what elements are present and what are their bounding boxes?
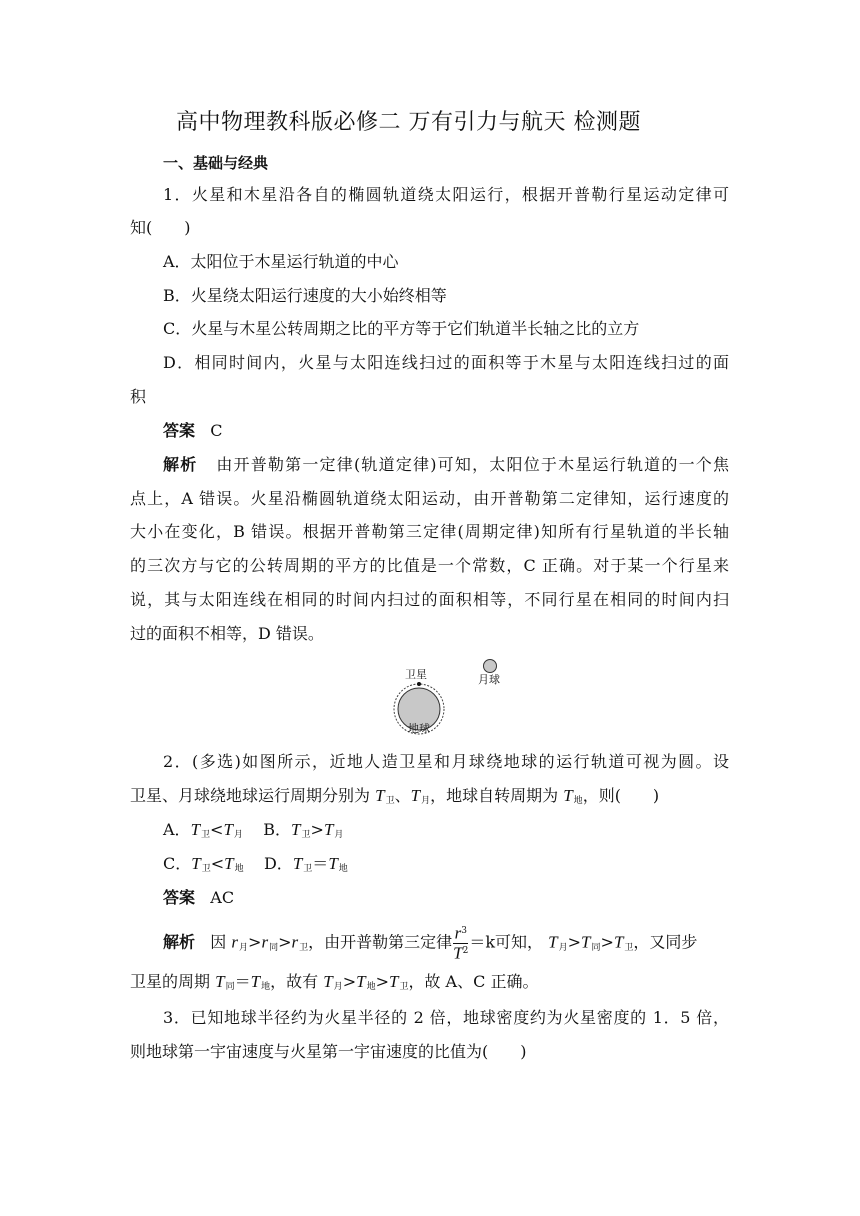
var-r: r [291, 932, 299, 952]
q2-stem-text-b: ，地球自转周期为 [430, 786, 559, 805]
greater-than: > [600, 932, 614, 952]
q1-analysis-line6: 过的面积不相等，D 错误。 [130, 624, 324, 643]
var-r: r [231, 932, 239, 952]
section-heading: 一、基础与经典 [163, 154, 269, 172]
var-r: r [454, 923, 462, 943]
q2-stem-text-a: 卫星、月球绕地球运行周期分别为 [130, 786, 371, 805]
greater-than: > [342, 972, 357, 991]
var-T: T [323, 820, 334, 839]
analysis-text: 因 [210, 932, 227, 952]
orbit-diagram [384, 658, 514, 738]
sub-tong: 同 [591, 942, 601, 953]
less-than: < [210, 854, 225, 873]
answer-label: 答案 [163, 888, 196, 907]
q1-stem-line2: 知( ) [130, 218, 191, 237]
q1-option-c: C．火星与木星公转周期之比的平方等于它们轨道半长轴之比的立方 [163, 319, 640, 338]
var-T: T [410, 786, 421, 805]
sub-yue: 月 [558, 942, 568, 953]
sub-wei: 卫 [299, 942, 309, 953]
option-d-prefix: D． [263, 854, 293, 873]
var-T: T [563, 786, 573, 805]
var-T: T [581, 932, 591, 952]
q1-option-d-line2: 积 [130, 387, 147, 406]
var-T: T [388, 972, 399, 991]
sub-wei: 卫 [303, 864, 313, 874]
greater-than: > [567, 932, 582, 952]
q2-analysis-line2 [130, 972, 538, 997]
analysis-text: ，故 A、C 正确。 [408, 972, 539, 991]
q1-analysis-line5: 说，其与太阳连线在相同的时间内扫过的面积相等，不同行星在相同的时间内扫 [130, 590, 729, 609]
var-T: T [291, 820, 301, 839]
var-T: T [548, 932, 558, 952]
greater-than: > [310, 820, 324, 839]
sub-wei: 卫 [301, 830, 311, 840]
option-c-prefix: C． [163, 854, 192, 873]
option-b-prefix: B． [263, 820, 292, 839]
var-T: T [292, 854, 303, 873]
q2-stem-line2 [130, 786, 659, 811]
analysis-text: 可知， [495, 932, 544, 952]
satellite-dot [417, 682, 421, 686]
q3-stem-line2: 则地球第一宇宙速度与火星第一宇宙速度的比值为( ) [130, 1042, 527, 1061]
q1-option-d-line1: D．相同时间内，火星与太阳连线扫过的面积等于木星与太阳连线扫过的面 [163, 353, 729, 372]
sub-di: 地 [573, 796, 583, 806]
q1-option-b: B．火星绕太阳运行速度的大小始终相等 [163, 286, 447, 305]
var-r: r [261, 932, 269, 952]
sub-tong: 同 [225, 982, 235, 992]
q1-answer [163, 421, 223, 441]
q2-stem-line1: 2．(多选)如图所示，近地人造卫星和月球绕地球的运行轨道可视为圆。设 [163, 752, 729, 771]
q2-answer [163, 888, 234, 908]
equals: ＝ [312, 854, 329, 873]
sub-tong: 同 [269, 942, 279, 953]
q1-analysis-line3: 大小在变化，B 错误。根据开普勒第三定律(周期定律)知所有行星轨道的半长轴 [130, 522, 729, 541]
sub-wei: 卫 [385, 796, 395, 806]
analysis-label: 解析 [163, 932, 196, 952]
var-T: T [453, 943, 463, 963]
var-T: T [375, 786, 385, 805]
page-title: 高中物理教科版必修二 万有引力与航天 检测题 [176, 110, 641, 135]
q2-options-cd [163, 854, 348, 879]
analysis-text: 卫星的周期 [130, 972, 211, 991]
sub-yue: 月 [333, 982, 343, 992]
q2-analysis-line1 [163, 924, 697, 962]
sub-wei: 卫 [624, 942, 634, 953]
var-T: T [190, 820, 201, 839]
greater-than: > [248, 932, 262, 952]
greater-than: > [375, 972, 389, 991]
var-T: T [215, 972, 225, 991]
moon-label: 月球 [478, 673, 500, 686]
q1-analysis-line2: 点上，A 错误。火星沿椭圆轨道绕太阳运动，由开普勒第二定律知，运行速度的 [130, 489, 729, 508]
equals: ＝ [234, 972, 251, 991]
var-T: T [328, 854, 338, 873]
exp-2: 2 [462, 945, 469, 956]
q3-stem-line1: 3．已知地球半径约为火星半径的 2 倍，地球密度约为火星密度的 1．5 倍， [163, 1008, 729, 1027]
answer-value: AC [210, 888, 235, 907]
satellite-label: 卫星 [405, 668, 427, 681]
var-T: T [223, 820, 233, 839]
comma: 、 [394, 786, 411, 805]
q1-option-a: A．太阳位于木星运行轨道的中心 [163, 252, 399, 271]
var-T: T [323, 972, 333, 991]
analysis-text: 由开普勒第一定律(轨道定律)可知，太阳位于木星运行轨道的一个焦 [216, 455, 729, 474]
sub-di: 地 [234, 864, 244, 874]
analysis-text: ，由开普勒第三定律 [308, 932, 453, 952]
sub-yue: 月 [334, 830, 344, 840]
q2-stem-text-c: ，则( ) [582, 786, 660, 805]
var-T: T [224, 854, 234, 873]
answer-value: C [210, 421, 223, 440]
q2-options-ab [163, 820, 343, 845]
earth-label: 地球 [408, 722, 430, 735]
equals-k: ＝k [469, 932, 496, 952]
sub-di: 地 [366, 982, 376, 992]
var-T: T [191, 854, 201, 873]
q1-analysis-line1 [163, 455, 729, 475]
sub-yue: 月 [233, 830, 243, 840]
fraction-r3-over-t2 [453, 924, 468, 962]
orbit-figure [384, 658, 514, 738]
greater-than: > [278, 932, 292, 952]
var-T: T [613, 932, 624, 952]
option-a-prefix: A． [163, 820, 191, 839]
sub-di: 地 [338, 864, 348, 874]
var-T: T [356, 972, 366, 991]
sub-wei: 卫 [201, 830, 211, 840]
var-T: T [250, 972, 261, 991]
analysis-text: ，又同步 [633, 932, 698, 952]
sub-wei: 卫 [201, 864, 211, 874]
q1-analysis-line4: 的三次方与它的公转周期的平方的比值是一个常数，C 正确。对于某一个行星来 [130, 556, 729, 575]
q1-stem-line1: 1．火星和木星沿各自的椭圆轨道绕太阳运行，根据开普勒行星运动定律可 [163, 185, 729, 204]
less-than: < [210, 820, 224, 839]
sub-wei: 卫 [399, 982, 409, 992]
sub-di: 地 [261, 982, 271, 992]
analysis-text: ，故有 [270, 972, 319, 991]
exp-3: 3 [461, 926, 467, 936]
sub-yue: 月 [239, 942, 249, 953]
analysis-label: 解析 [163, 455, 198, 474]
sub-yue: 月 [421, 796, 431, 806]
answer-label: 答案 [163, 421, 196, 440]
